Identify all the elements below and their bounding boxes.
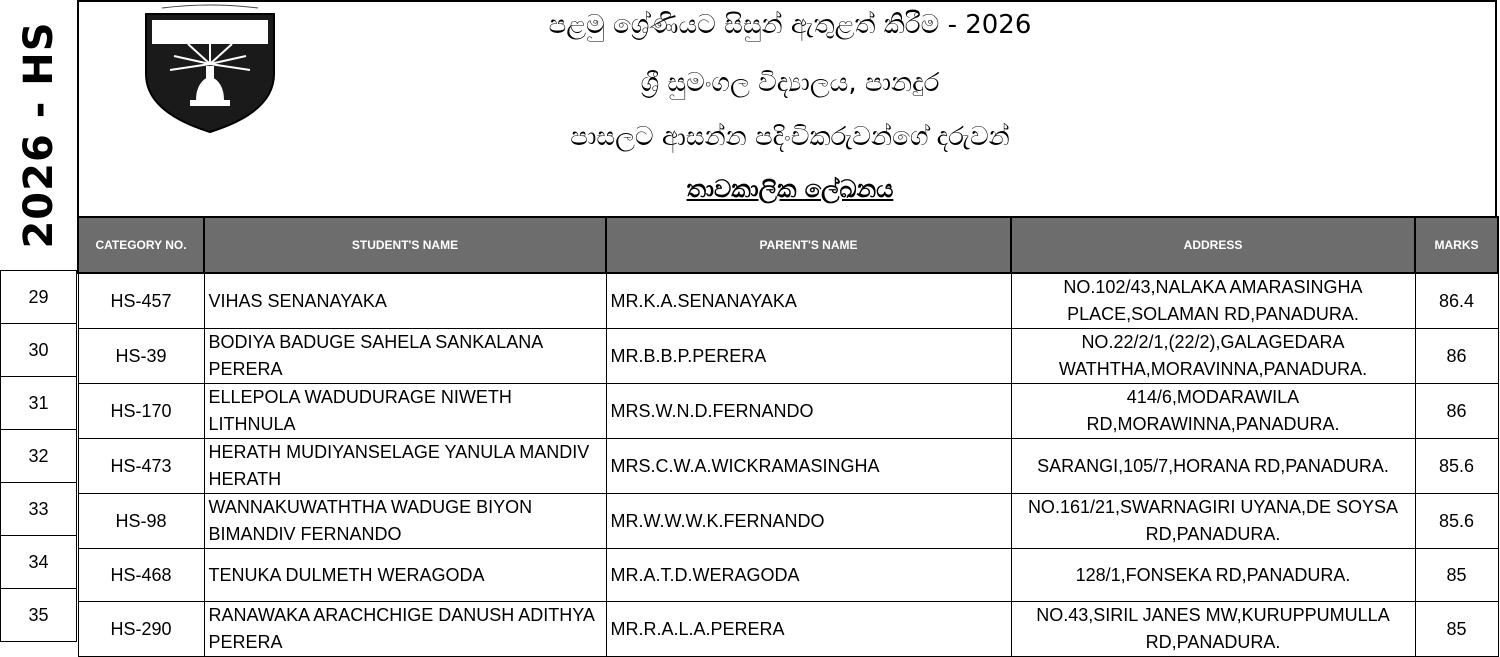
- table-header-row: [78, 217, 1498, 273]
- marks: 86: [1415, 384, 1498, 439]
- parent-name: MR.W.W.W.K.FERNANDO: [606, 494, 1011, 549]
- parent-name: MR.R.A.L.A.PERERA: [606, 602, 1011, 657]
- student-name: RANAWAKA ARACHCHIGE DANUSH ADITHYA PERERA: [204, 602, 606, 657]
- address: NO.161/21,SWARNAGIRI UYANA,DE SOYSA RD,PANADURA.: [1011, 494, 1415, 549]
- category-description: පාසලට ආසන්න පදිංචිකරුවන්ගේ දරුවන්: [570, 122, 1010, 152]
- address: NO.43,SIRIL JANES MW,KURUPPUMULLA RD,PANADURA.: [1011, 602, 1415, 657]
- row-number: 31: [1, 377, 77, 430]
- school-name: ශ්‍රී සුමංගල විද්‍යාලය, පානදුර: [640, 68, 940, 98]
- category-no: HS-98: [78, 494, 204, 549]
- student-table: [77, 216, 1499, 657]
- row-number: 35: [1, 589, 77, 642]
- category-no: HS-39: [78, 329, 204, 384]
- parent-name: MRS.C.W.A.WICKRAMASINGHA: [606, 439, 1011, 494]
- student-name: ELLEPOLA WADUDURAGE NIWETH LITHNULA: [204, 384, 606, 439]
- column-header-category: CATEGORY NO.: [78, 217, 204, 273]
- table-row: [78, 494, 1498, 549]
- column-header-parent-name: PARENT'S NAME: [606, 217, 1011, 273]
- category-no: HS-468: [78, 549, 204, 602]
- row-number: 30: [1, 324, 77, 377]
- student-name: TENUKA DULMETH WERAGODA: [204, 549, 606, 602]
- parent-name: MR.K.A.SENANAYAKA: [606, 273, 1011, 329]
- table-row: [78, 602, 1498, 657]
- marks: 85.6: [1415, 439, 1498, 494]
- address: NO.102/43,NALAKA AMARASINGHA PLACE,SOLAMAN RD,PANADURA.: [1011, 273, 1415, 329]
- marks: 85: [1415, 602, 1498, 657]
- student-name: WANNAKUWATHTHA WADUGE BIYON BIMANDIV FERNANDO: [204, 494, 606, 549]
- row-number: 32: [1, 430, 77, 483]
- side-label-text: 2026 - HS: [16, 21, 62, 249]
- table-row: [78, 549, 1498, 602]
- row-number: 34: [1, 536, 77, 589]
- marks: 86: [1415, 329, 1498, 384]
- category-no: HS-290: [78, 602, 204, 657]
- student-name: VIHAS SENANAYAKA: [204, 273, 606, 329]
- student-name: BODIYA BADUGE SAHELA SANKALANA PERERA: [204, 329, 606, 384]
- marks: 86.4: [1415, 273, 1498, 329]
- address: NO.22/2/1,(22/2),GALAGEDARA WATHTHA,MORAVINNA,PANADURA.: [1011, 329, 1415, 384]
- stupa-crest-icon: [140, 4, 280, 136]
- column-header-student-name: STUDENT'S NAME: [204, 217, 606, 273]
- table-row: [78, 273, 1498, 329]
- header-title: පළමු ශ්‍රේණියට සිසුන් ඇතුළත් කිරීම - 2026: [548, 10, 1032, 40]
- parent-name: MR.A.T.D.WERAGODA: [606, 549, 1011, 602]
- list-type: තාවකාලික ලේඛනය: [686, 175, 894, 203]
- column-header-marks: MARKS: [1415, 217, 1498, 273]
- marks: 85: [1415, 549, 1498, 602]
- parent-name: MR.B.B.P.PERERA: [606, 329, 1011, 384]
- category-no: HS-170: [78, 384, 204, 439]
- address: 414/6,MODARAWILA RD,MORAWINNA,PANADURA.: [1011, 384, 1415, 439]
- row-number-column: [0, 270, 77, 642]
- category-no: HS-457: [78, 273, 204, 329]
- side-label: [0, 0, 78, 270]
- row-number: 33: [1, 483, 77, 536]
- marks: 85.6: [1415, 494, 1498, 549]
- column-header-address: ADDRESS: [1011, 217, 1415, 273]
- category-no: HS-473: [78, 439, 204, 494]
- table-row: [78, 384, 1498, 439]
- row-number: 29: [1, 271, 77, 324]
- table-row: [78, 329, 1498, 384]
- table-row: [78, 439, 1498, 494]
- address: SARANGI,105/7,HORANA RD,PANADURA.: [1011, 439, 1415, 494]
- address: 128/1,FONSEKA RD,PANADURA.: [1011, 549, 1415, 602]
- parent-name: MRS.W.N.D.FERNANDO: [606, 384, 1011, 439]
- student-name: HERATH MUDIYANSELAGE YANULA MANDIV HERATH: [204, 439, 606, 494]
